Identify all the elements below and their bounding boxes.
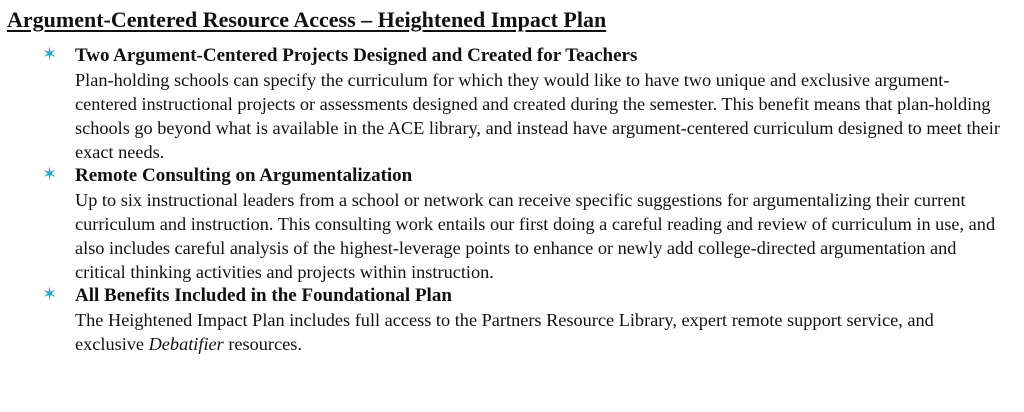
six-pointed-star-icon: ✶ [42,284,58,305]
benefit-description [75,308,1007,356]
six-pointed-star-icon: ✶ [42,44,58,65]
benefit-heading: All Benefits Included in the Foundational Plan [75,285,452,306]
benefit-heading: Two Argument-Centered Projects Designed and Created for Teachers [75,45,638,66]
page-title: Argument-Centered Resource Access – Heightened Impact Plan [7,7,607,32]
product-name-emphasis: Debatifier [148,334,224,354]
benefit-description: Up to six instructional leaders from a school or network can receive specific suggestions for argumentalizing their current curriculum and instruction. This consulting work entails our first doing a careful reading and review of curriculum in use, and also includes careful analysis of the highest-leverage points to enhance or newly add college-directed argumentation and critical thinking activities and projects within instruction. [75,190,996,282]
benefits-list [42,44,1007,356]
benefit-description-text: The Heightened Impact Plan includes full access to the Partners Resource Library, expert remote support service, and exclusive [75,310,934,354]
list-item [42,164,1007,284]
six-pointed-star-icon: ✶ [42,164,58,185]
list-item [42,284,1007,356]
list-item [42,44,1007,164]
benefit-description-text: resources. [223,334,302,354]
benefit-description: Plan-holding schools can specify the curriculum for which they would like to have two unique and exclusive argument-centered instructional projects or assessments designed and created during the semester. This benefit means that plan-holding schools go beyond what is available in the ACE library, and instead have argument-centered curriculum designed to meet their exact needs. [75,70,1000,162]
benefit-heading: Remote Consulting on Argumentalization [75,165,413,186]
